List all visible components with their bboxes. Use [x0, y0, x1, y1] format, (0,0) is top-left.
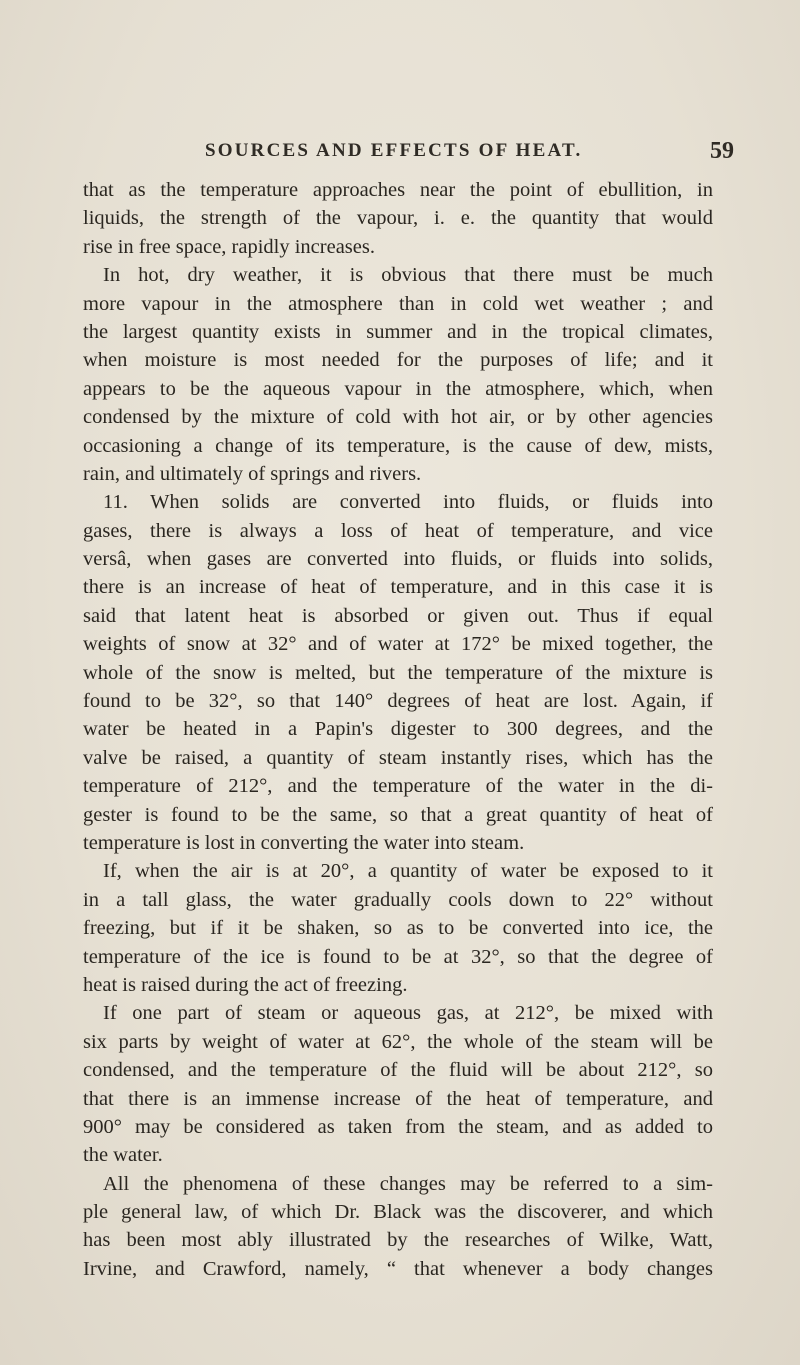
text-line: gases, there is always a loss of heat of temperature, and vice [83, 519, 713, 542]
text-line: that there is an immense increase of the heat of temperature, and [83, 1087, 713, 1110]
text-line: valve be raised, a quantity of steam instantly rises, which has the [83, 746, 713, 769]
text-line: the water. [83, 1144, 163, 1167]
text-line: whole of the snow is melted, but the temperature of the mixture is [83, 661, 713, 684]
text-line: when moisture is most needed for the purposes of life; and it [83, 349, 713, 372]
text-line: freezing, but if it be shaken, so as to be converted into ice, the [83, 917, 713, 940]
text-line: appears to be the aqueous vapour in the atmosphere, which, when [83, 377, 713, 400]
text-line: has been most ably illustrated by the researches of Wilke, Watt, [83, 1229, 713, 1252]
text-line: temperature of the ice is found to be at 32°, so that the degree of [83, 945, 713, 968]
running-title: SOURCES AND EFFECTS OF HEAT. [205, 140, 583, 161]
text-line: condensed by the mixture of cold with hot air, or by other agencies [83, 406, 713, 429]
page-number: 59 [710, 138, 734, 164]
text-line: found to be 32°, so that 140° degrees of heat are lost. Again, if [83, 690, 713, 713]
text-line: temperature is lost in converting the water into steam. [83, 831, 525, 854]
text-line: liquids, the strength of the vapour, i. e. the quantity that would [83, 207, 713, 230]
text-line: said that latent heat is absorbed or given out. Thus if equal [83, 604, 713, 627]
text-line: condensed, and the temperature of the fluid will be about 212°, so [83, 1059, 713, 1082]
text-line: rise in free space, rapidly increases. [83, 235, 375, 258]
text-line: heat is raised during the act of freezing. [83, 973, 408, 996]
text-line: All the phenomena of these changes may be referred to a sim- [103, 1172, 713, 1195]
text-line: occasioning a change of its temperature, is the cause of dew, mists, [83, 434, 713, 457]
text-line: In hot, dry weather, it is obvious that there must be much [103, 264, 713, 287]
text-line: Irvine, and Crawford, namely, “ that whenever a body changes [83, 1257, 713, 1280]
text-line: the largest quantity exists in summer and in the tropical climates, [83, 320, 713, 343]
text-line: temperature of 212°, and the temperature of the water in the di- [83, 775, 713, 798]
text-line: weights of snow at 32° and of water at 172° be mixed together, the [83, 633, 713, 656]
text-line: If one part of steam or aqueous gas, at 212°, be mixed with [103, 1002, 713, 1025]
text-line: in a tall glass, the water gradually cools down to 22° without [83, 888, 713, 911]
text-line: that as the temperature approaches near the point of ebullition, in [83, 179, 713, 201]
text-line: 11. When solids are converted into fluids, or fluids into [103, 491, 713, 514]
text-line: six parts by weight of water at 62°, the whole of the steam will be [83, 1030, 713, 1053]
text-line: more vapour in the atmosphere than in cold wet weather ; and [83, 292, 713, 315]
text-line: versâ, when gases are converted into fluids, or fluids into solids, [83, 548, 713, 571]
body-text [83, 176, 713, 1283]
text-line: rain, and ultimately of springs and rivers. [83, 462, 422, 485]
running-head [0, 140, 800, 176]
text-line: there is an increase of heat of temperature, and in this case it is [83, 576, 713, 599]
text-line: gester is found to be the same, so that a great quantity of heat of [83, 803, 713, 826]
text-line: If, when the air is at 20°, a quantity of water be exposed to it [103, 860, 713, 883]
text-line: water be heated in a Papin's digester to 300 degrees, and the [83, 718, 713, 741]
text-line: ple general law, of which Dr. Black was the discoverer, and which [83, 1201, 713, 1224]
text-line: 900° may be considered as taken from the steam, and as added to [83, 1115, 713, 1138]
